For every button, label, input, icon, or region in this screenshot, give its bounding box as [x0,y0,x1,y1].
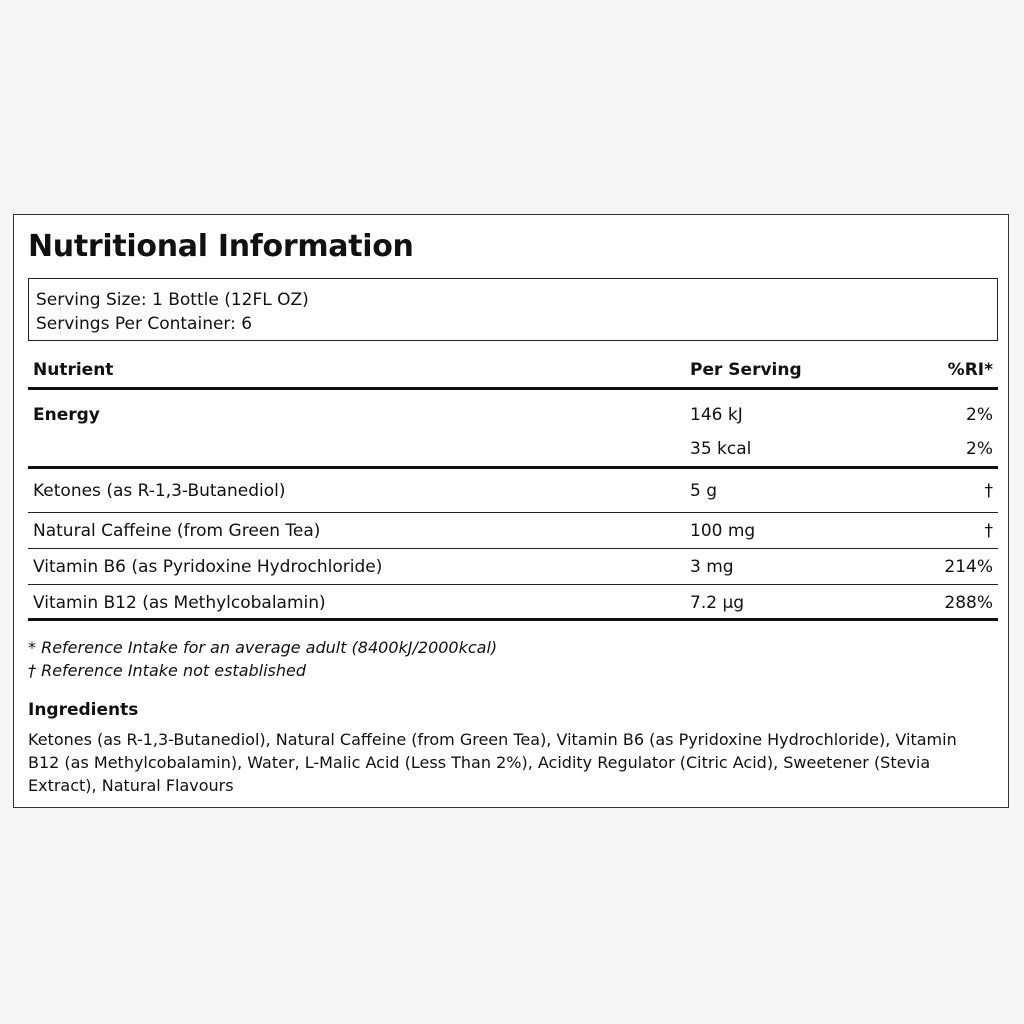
header-per-serving: Per Serving [690,360,802,380]
footnote-dagger: † Reference Intake not established [28,661,307,680]
row-nutrient: Natural Caffeine (from Green Tea) [33,521,321,541]
serving-info-box [28,278,998,341]
energy-kcal: 35 kcal [690,439,752,459]
table-row [28,549,998,585]
ingredients-title: Ingredients [28,700,139,720]
footnote-ri: * Reference Intake for an average adult (8400kJ/2000kcal) [28,638,498,657]
servings-per-container: Servings Per Container: 6 [36,314,253,334]
row-per-serving: 7.2 µg [690,593,745,613]
table-row [28,469,998,513]
row-ri: † [984,521,993,541]
table-row [28,513,998,549]
row-per-serving: 100 mg [690,521,756,541]
table-row [28,585,998,621]
header-ri: %RI* [947,360,993,380]
table-row-energy-kj [28,390,998,430]
table-row-energy-kcal [28,430,998,469]
row-ri: 288% [944,593,993,613]
row-nutrient: Ketones (as R-1,3-Butanediol) [33,481,286,501]
energy-label: Energy [33,405,100,425]
nutrition-table [28,349,998,621]
page-title: Nutritional Information [28,229,414,264]
row-per-serving: 3 mg [690,557,734,577]
row-ri: 214% [944,557,993,577]
energy-kcal-ri: 2% [966,439,993,459]
footnotes [28,636,497,682]
ingredients-text: Ketones (as R-1,3-Butanediol), Natural Caffeine (from Green Tea), Vitamin B6 (as Pyridoxine Hydrochloride), Vitamin B12 (as Methylcobalamin), Water, L-Malic Acid (Less Than 2%), Acidity Regulator (Citric Acid), Sweetener (Stevia Extract), Natural Flavours [28,730,957,795]
energy-kj: 146 kJ [690,405,743,425]
table-header-row [28,349,998,390]
energy-kj-ri: 2% [966,405,993,425]
row-nutrient: Vitamin B6 (as Pyridoxine Hydrochloride) [33,557,383,577]
row-per-serving: 5 g [690,481,718,501]
row-nutrient: Vitamin B12 (as Methylcobalamin) [33,593,326,613]
row-ri: † [984,481,993,501]
header-nutrient: Nutrient [33,360,114,380]
serving-size: Serving Size: 1 Bottle (12FL OZ) [36,290,309,310]
nutrition-panel [13,214,1009,808]
